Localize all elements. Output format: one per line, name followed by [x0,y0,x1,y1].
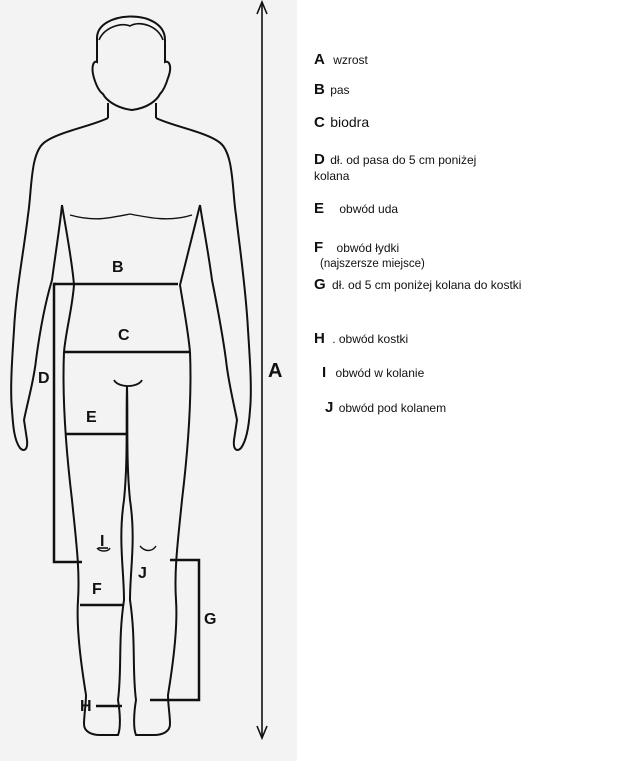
legend-text-j: obwód pod kolanem [338,401,447,415]
legend-text-b: pas [330,83,350,97]
legend-letter-b: B [314,81,325,98]
right-leg-outline [127,352,191,735]
legend-letter-e: E [314,200,325,217]
legend-item-d [314,152,476,184]
torso-right-outline [180,205,200,352]
legend-item-b [314,82,350,98]
legend-item-h [314,331,408,347]
legend-item-e [314,201,398,217]
legend-text-d-line2: kolana [314,169,350,183]
legend-item-c [314,114,369,131]
crotch-outline [114,380,142,386]
legend-item-j [325,400,446,416]
legend-item-f [314,240,425,272]
legend-item-i [322,365,424,381]
figure-label-j: J [138,565,147,582]
legend-letter-j: J [325,399,334,416]
legend-letter-f: F [314,239,324,256]
torso-left-outline [62,205,74,352]
legend-text-d: dł. od pasa do 5 cm poniżej [330,153,477,167]
figure-label-i: I [100,533,105,550]
legend-text-h: . obwód kostki [332,332,409,346]
hair-outline [99,24,163,40]
body-figure [0,0,297,761]
legend-item-g [314,277,521,293]
legend-letter-a: A [314,51,325,68]
legend-letter-d: D [314,151,325,168]
chest-outline [70,214,192,219]
legend-text-f: obwód łydki [336,241,400,255]
figure-panel [0,0,297,761]
legend-text-f-line2: (najszersze miejsce) [320,258,425,270]
figure-label-g: G [204,611,217,628]
legend-item-a [314,52,368,68]
legend-text-c: biodra [330,114,370,130]
figure-label-f: F [92,581,102,598]
figure-label-e: E [86,409,97,426]
legend-text-a: wzrost [333,53,368,67]
head-outline [93,17,171,111]
right-knee-mark [140,546,156,551]
legend-letter-i: I [322,364,327,381]
legend-text-i: obwód w kolanie [335,366,425,380]
legend-text-e: obwód uda [339,202,399,216]
legend-letter-h: H [314,330,325,347]
figure-label-d: D [38,370,50,387]
legend-letter-c: C [314,114,325,131]
legend-letter-g: G [314,276,326,293]
figure-label-b: B [112,259,124,276]
figure-label-h: H [80,698,92,715]
legend-text-g: dł. od 5 cm poniżej kolana do kostki [332,278,522,292]
figure-label-a: A [268,360,283,382]
figure-label-c: C [118,327,130,344]
